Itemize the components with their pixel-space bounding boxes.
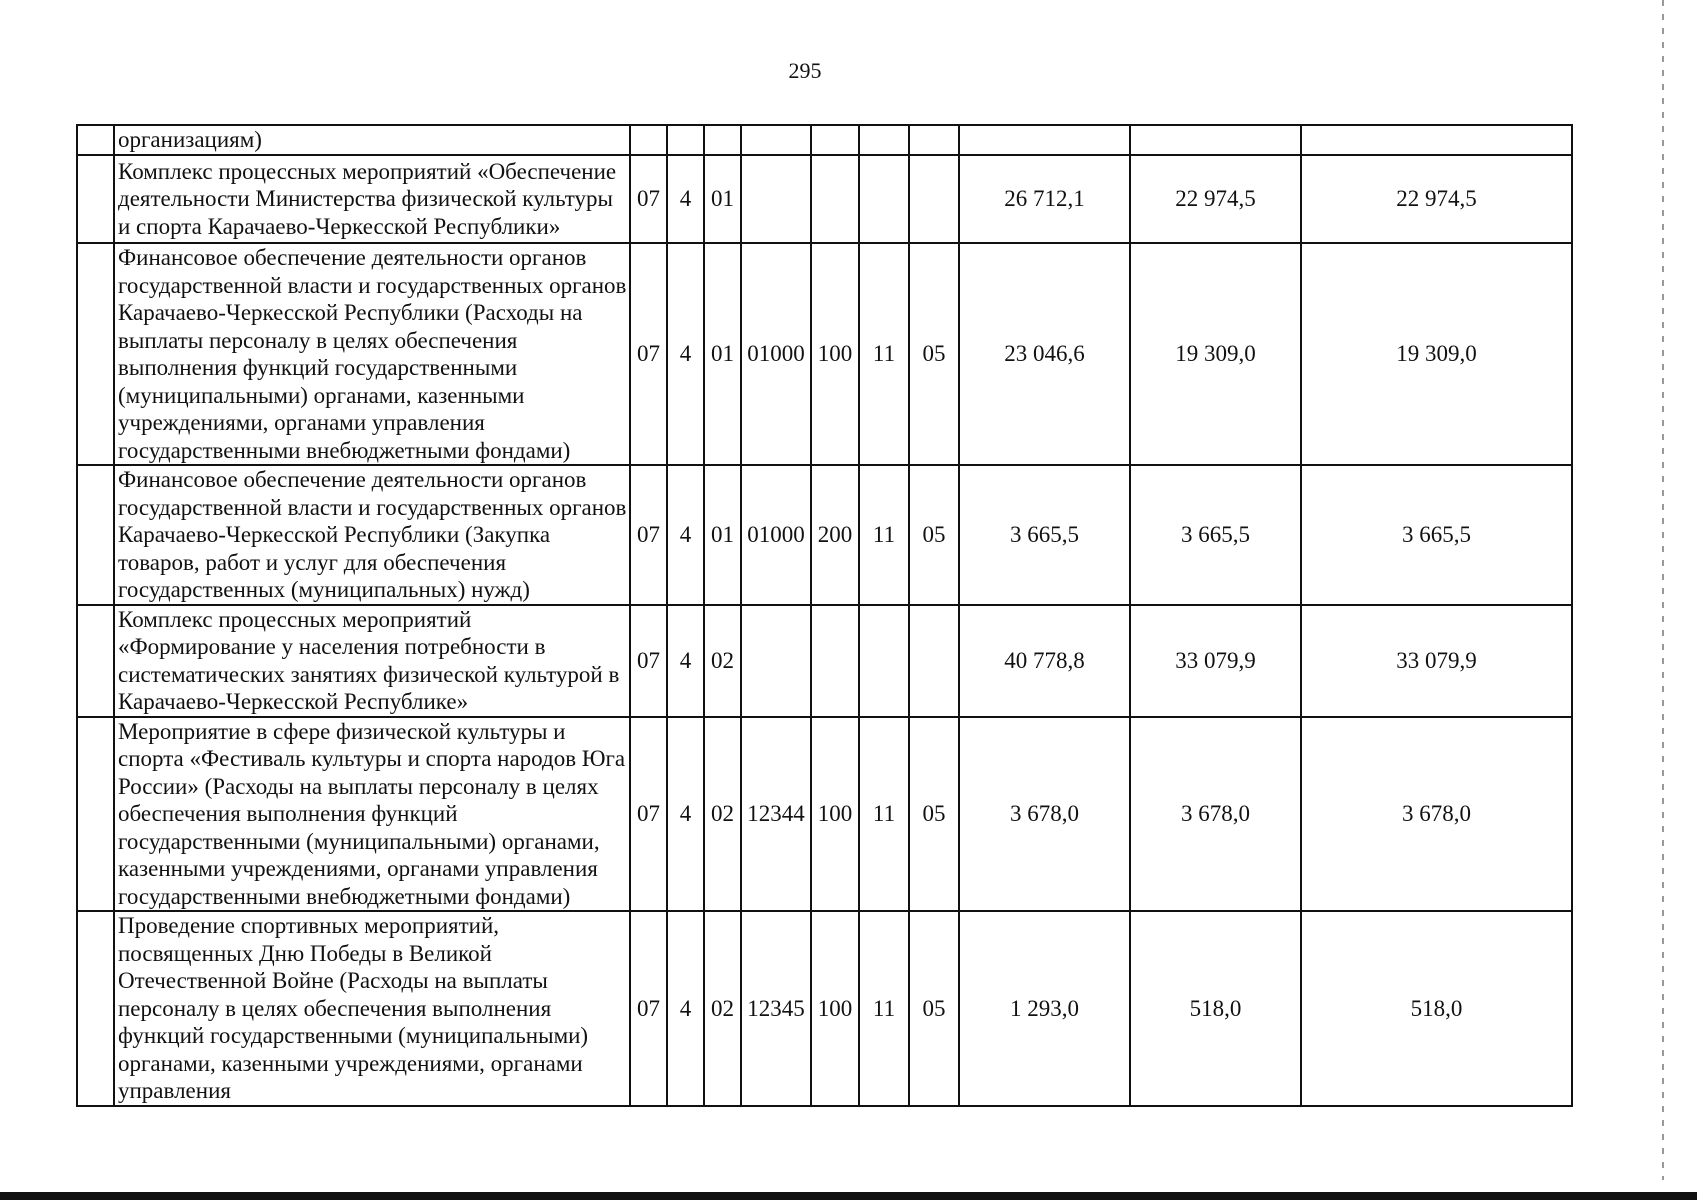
code-cell-section — [630, 125, 667, 155]
code-cell-subsection — [667, 125, 704, 155]
amount-cell-3: 19 309,0 — [1301, 243, 1572, 465]
row-number-cell — [77, 465, 114, 605]
code-cell-section: 07 — [630, 465, 667, 605]
amount-cell-3: 518,0 — [1301, 911, 1572, 1106]
row-number-cell — [77, 155, 114, 243]
amount-cell-2: 22 974,5 — [1130, 155, 1301, 243]
amount-cell-3: 22 974,5 — [1301, 155, 1572, 243]
description-cell: Финансовое обеспечение деятельности органов государственной власти и государственных органов Карачаево-Черкесской Республики (Расходы на выплаты персоналу в целях обеспечения выполнения функций государственными (муниципальными) органами, казенными учреждениями, органами управления государственными внебюджетными фондами) — [114, 243, 630, 465]
code-cell-extra-2: 05 — [909, 465, 959, 605]
code-cell-extra-2 — [909, 605, 959, 717]
row-number-cell — [77, 911, 114, 1106]
code-cell-extra-2 — [909, 125, 959, 155]
code-cell-extra-1 — [859, 605, 909, 717]
code-cell-program: 01 — [704, 155, 741, 243]
description-cell: Комплекс процессных мероприятий «Обеспечение деятельности Министерства физической культуры и спорта Карачаево-Черкесской Республики» — [114, 155, 630, 243]
code-cell-expense-code: 01000 — [741, 465, 811, 605]
amount-cell-2: 518,0 — [1130, 911, 1301, 1106]
code-cell-expense-code — [741, 605, 811, 717]
page-number: 295 — [788, 58, 822, 83]
code-cell-subsection: 4 — [667, 465, 704, 605]
description-cell: Комплекс процессных мероприятий «Формирование у населения потребности в систематических занятиях физической культурой в Карачаево-Черкесской Республике» — [114, 605, 630, 717]
code-cell-program: 01 — [704, 465, 741, 605]
code-cell-extra-1 — [859, 125, 909, 155]
code-cell-extra-1: 11 — [859, 717, 909, 912]
code-cell-subsection: 4 — [667, 155, 704, 243]
amount-cell-2: 19 309,0 — [1130, 243, 1301, 465]
code-cell-kind — [811, 155, 859, 243]
table-body — [77, 125, 1572, 1106]
table-row — [77, 155, 1572, 243]
amount-cell-2: 33 079,9 — [1130, 605, 1301, 717]
code-cell-expense-code: 12345 — [741, 911, 811, 1106]
code-cell-extra-1: 11 — [859, 911, 909, 1106]
amount-cell-1: 26 712,1 — [959, 155, 1130, 243]
amount-cell-3: 33 079,9 — [1301, 605, 1572, 717]
scan-edge-marks — [1662, 0, 1664, 1180]
amount-cell-2: 3 665,5 — [1130, 465, 1301, 605]
scan-bottom-edge — [0, 1192, 1697, 1200]
table-row — [77, 911, 1572, 1106]
code-cell-extra-2: 05 — [909, 911, 959, 1106]
code-cell-extra-2 — [909, 155, 959, 243]
description-cell: Финансовое обеспечение деятельности органов государственной власти и государственных органов Карачаево-Черкесской Республики (Закупка товаров, работ и услуг для обеспечения государственных (муниципальных) нужд) — [114, 465, 630, 605]
code-cell-extra-1 — [859, 155, 909, 243]
table-row — [77, 125, 1572, 155]
row-number-cell — [77, 243, 114, 465]
code-cell-program: 02 — [704, 605, 741, 717]
code-cell-section: 07 — [630, 155, 667, 243]
code-cell-subsection: 4 — [667, 911, 704, 1106]
table-row — [77, 605, 1572, 717]
code-cell-section: 07 — [630, 605, 667, 717]
code-cell-kind: 100 — [811, 243, 859, 465]
code-cell-expense-code: 01000 — [741, 243, 811, 465]
amount-cell-2: 3 678,0 — [1130, 717, 1301, 912]
table-row — [77, 243, 1572, 465]
code-cell-section: 07 — [630, 717, 667, 912]
amount-cell-1: 40 778,8 — [959, 605, 1130, 717]
code-cell-kind: 100 — [811, 717, 859, 912]
amount-cell-1: 1 293,0 — [959, 911, 1130, 1106]
code-cell-program: 02 — [704, 717, 741, 912]
amount-cell-1: 23 046,6 — [959, 243, 1130, 465]
table-row — [77, 717, 1572, 912]
code-cell-extra-1: 11 — [859, 465, 909, 605]
amount-cell-1: 3 665,5 — [959, 465, 1130, 605]
code-cell-expense-code — [741, 155, 811, 243]
amount-cell-3 — [1301, 125, 1572, 155]
amount-cell-3: 3 665,5 — [1301, 465, 1572, 605]
code-cell-section: 07 — [630, 243, 667, 465]
row-number-cell — [77, 717, 114, 912]
row-number-cell — [77, 605, 114, 717]
code-cell-extra-2: 05 — [909, 717, 959, 912]
code-cell-program — [704, 125, 741, 155]
code-cell-kind: 100 — [811, 911, 859, 1106]
code-cell-program: 01 — [704, 243, 741, 465]
code-cell-kind — [811, 605, 859, 717]
code-cell-subsection: 4 — [667, 717, 704, 912]
code-cell-subsection: 4 — [667, 243, 704, 465]
description-cell: организациям) — [114, 125, 630, 155]
description-cell: Мероприятие в сфере физической культуры и спорта «Фестиваль культуры и спорта народов Юга России» (Расходы на выплаты персоналу в целях обеспечения выполнения функций государственными (муниципальными) органами, казенными учреждениями, органами управления государственными внебюджетными фондами) — [114, 717, 630, 912]
code-cell-subsection: 4 — [667, 605, 704, 717]
code-cell-kind — [811, 125, 859, 155]
amount-cell-1 — [959, 125, 1130, 155]
description-cell: Проведение спортивных мероприятий, посвященных Дню Победы в Великой Отечественной Войне (Расходы на выплаты персоналу в целях обеспечения выполнения функций государственными (муниципальными) органами, казенными учреждениями, органами управления — [114, 911, 630, 1106]
budget-table — [76, 124, 1573, 1107]
code-cell-extra-2: 05 — [909, 243, 959, 465]
code-cell-extra-1: 11 — [859, 243, 909, 465]
code-cell-expense-code — [741, 125, 811, 155]
amount-cell-2 — [1130, 125, 1301, 155]
amount-cell-1: 3 678,0 — [959, 717, 1130, 912]
table-row — [77, 465, 1572, 605]
code-cell-kind: 200 — [811, 465, 859, 605]
code-cell-program: 02 — [704, 911, 741, 1106]
code-cell-expense-code: 12344 — [741, 717, 811, 912]
code-cell-section: 07 — [630, 911, 667, 1106]
row-number-cell — [77, 125, 114, 155]
amount-cell-3: 3 678,0 — [1301, 717, 1572, 912]
